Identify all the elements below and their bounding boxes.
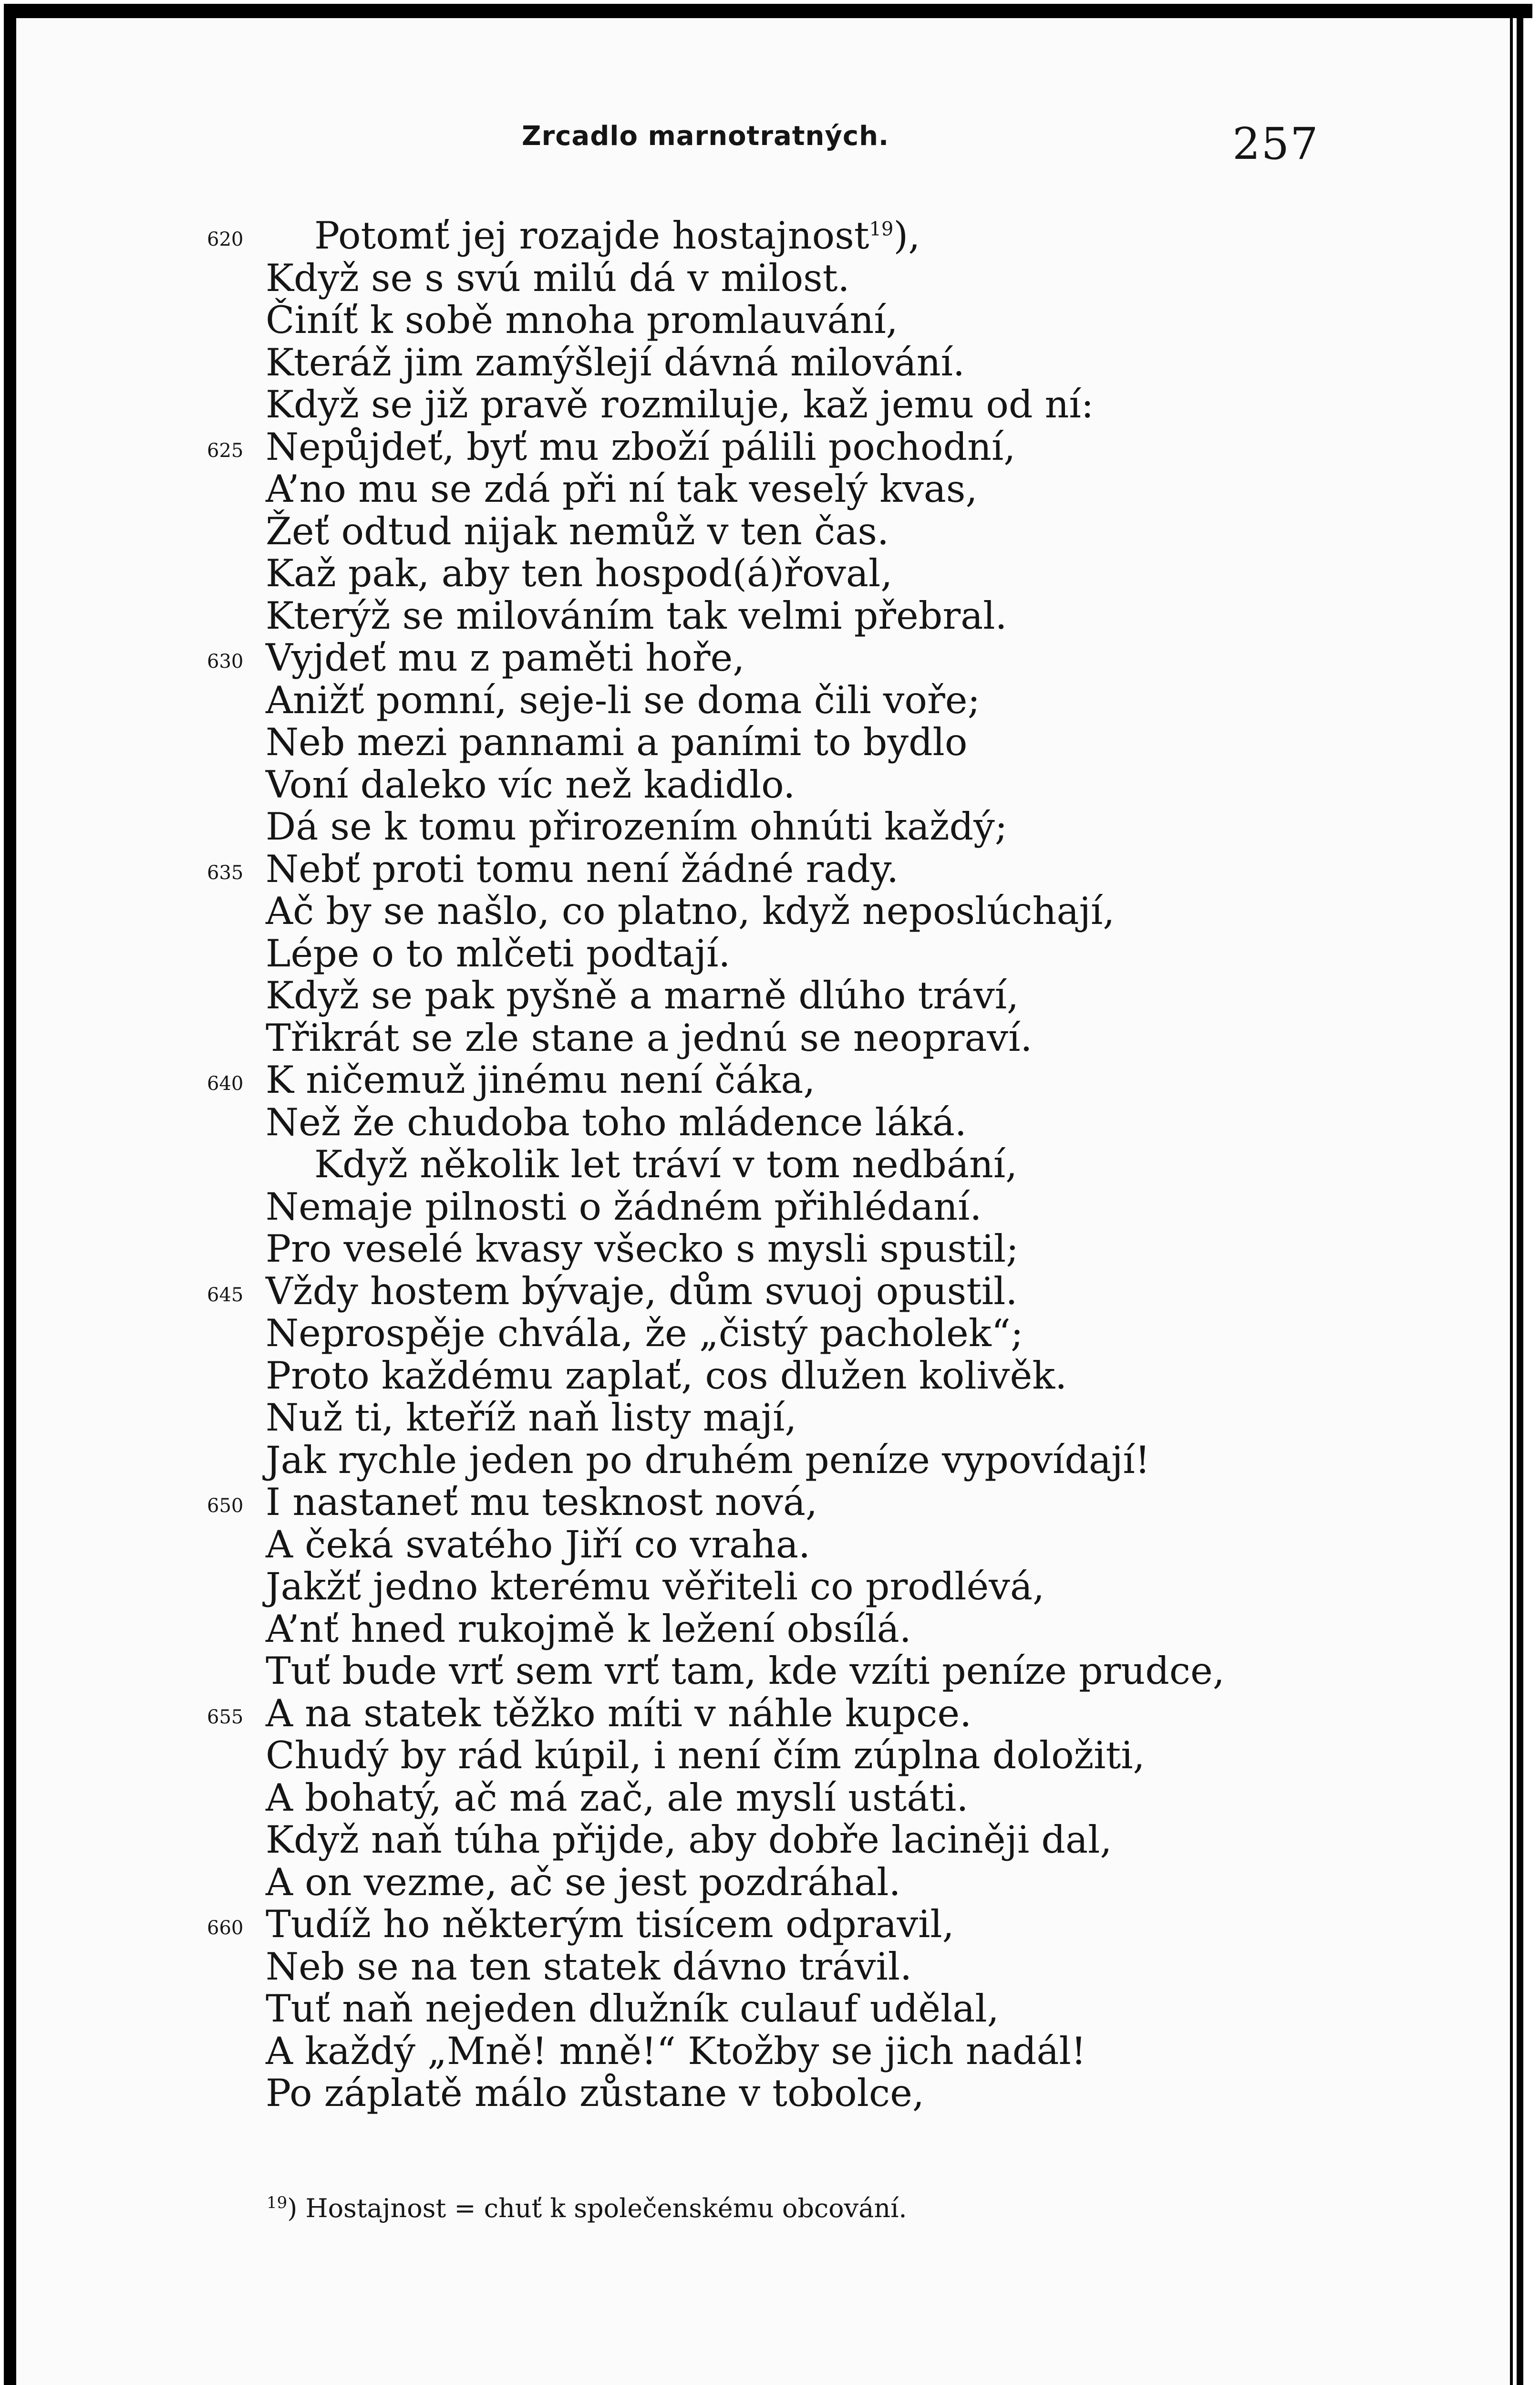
verse-line (16, 1439, 1510, 1482)
verse-text-main: Nepůjdeť, byť mu zboží pálili pochodní, (266, 425, 1016, 469)
verse-text-main: Vyjdeť mu z paměti hoře, (266, 636, 745, 680)
verse-line (16, 933, 1510, 975)
verse-text (266, 1397, 797, 1439)
verse-text (266, 1566, 1044, 1608)
verse-text (266, 1059, 815, 1101)
verse-line (16, 1819, 1510, 1861)
verse-text (266, 1608, 911, 1650)
verse-text (266, 510, 889, 553)
verse-text-main: Třikrát se zle stane a jednú se neopraví. (266, 1016, 1033, 1060)
verse-text-main: Nemaje pilnosti o žádném přihlédaní. (266, 1184, 982, 1229)
verse-line (16, 1228, 1510, 1270)
verse-text (266, 1101, 967, 1144)
verse-line (16, 848, 1510, 891)
verse-number: 630 (207, 651, 244, 673)
book-page (16, 18, 1510, 2385)
verse-text-main: A’nť hned rukojmě k ležení obsílá. (266, 1607, 911, 1651)
verse-text (266, 299, 898, 342)
verse-line (16, 1355, 1510, 1397)
verse-number: 660 (207, 1917, 244, 1939)
verse-text-main: Neb mezi pannami a paními to bydlo (266, 720, 968, 764)
verse-text-main: Ač by se našlo, co platno, když neposlúchají, (266, 889, 1115, 933)
verse-text (266, 1734, 1145, 1777)
verse-text (266, 1861, 901, 1904)
verse-text (266, 1819, 1112, 1861)
verse-line (16, 1777, 1510, 1819)
verse-text-main: A bohatý, ač má zač, ale myslí ustáti. (266, 1775, 969, 1820)
verse-text (266, 1481, 817, 1524)
verse-line (16, 426, 1510, 468)
verse-line (16, 1946, 1510, 1988)
verse-text-main: Kaž pak, aby ten hospod(á)řoval, (266, 551, 893, 595)
verse-text-main: Anižť pomní, seje-li se doma čili voře; (266, 678, 981, 722)
verse-line (16, 1186, 1510, 1228)
verse-text-main: Pro veselé kvasy všecko s mysli spustil; (266, 1227, 1019, 1271)
verse-text (266, 2072, 924, 2115)
verse-text (266, 933, 730, 975)
verse-line (16, 1481, 1510, 1524)
verse-text (266, 764, 795, 806)
verse-line (16, 1059, 1510, 1101)
verse-number: 655 (207, 1706, 244, 1728)
verse-text-main: Když se již pravě rozmiluje, kaž jemu od ní: (266, 383, 1094, 426)
verse-line (16, 552, 1510, 595)
verse-number: 620 (207, 228, 244, 250)
verse-text-tail: ), (893, 214, 920, 258)
verse-text-main: Tuť naň nejeden dlužník culauf udělal, (266, 1987, 999, 2031)
verse-text-main: A on vezme, ač se jest pozdráhal. (266, 1860, 901, 1904)
verse-line (16, 510, 1510, 553)
scan-border-top (4, 4, 1532, 18)
verse-text-main: Když se s svú milú dá v milost. (266, 256, 850, 300)
verse-text (266, 679, 980, 722)
verse-line (16, 1524, 1510, 1566)
verse-text-main: Kterýž se milováním tak velmi přebral. (266, 593, 1007, 638)
verse-text-main: Když několik let tráví v tom nedbání, (314, 1142, 1018, 1186)
verse-line (16, 1312, 1510, 1355)
verse-line (16, 1608, 1510, 1650)
verse-text-main: A na statek těžko míti v náhle kupce. (266, 1691, 972, 1735)
verse-text-main: A čeká svatého Jiří co vraha. (266, 1522, 811, 1566)
verse-line (16, 342, 1510, 384)
verse-text (266, 637, 744, 679)
scan-border-left (4, 4, 16, 2385)
verse-text-main: Když naň túha přijde, aby dobře laciněji dal, (266, 1818, 1112, 1862)
verse-number: 635 (207, 861, 244, 884)
verse-line (16, 1566, 1510, 1608)
verse-text-main: Jakžť jedno kterému věřiteli co prodlévá, (266, 1565, 1045, 1608)
verse-text (266, 890, 1115, 933)
verse-text (266, 1777, 969, 1819)
verse-number: 625 (207, 439, 244, 462)
verse-line (16, 721, 1510, 764)
verse-line (16, 1861, 1510, 1904)
verse-text-main: Když se pak pyšně a marně dlúho tráví, (266, 974, 1019, 1017)
scan-border-right (1510, 4, 1513, 2385)
verse-number: 640 (207, 1073, 244, 1095)
verse-text-main: Voní daleko víc než kadidlo. (266, 762, 796, 807)
verse-text (266, 975, 1019, 1017)
verse-line (16, 1017, 1510, 1059)
verse-line (16, 764, 1510, 806)
verse-number: 645 (207, 1284, 244, 1306)
verse-text-main: Činíť k sobě mnoha promlauvání, (266, 298, 898, 342)
verse-line (16, 215, 1510, 257)
verse-text-main: Než že chudoba toho mládence láká. (266, 1100, 967, 1144)
verse-text (266, 342, 965, 384)
verse-text-main: Po záplatě málo zůstane v tobolce, (266, 2071, 925, 2115)
verse-text (266, 1355, 1067, 1397)
verse-text (266, 2030, 1086, 2073)
verse-text (266, 1228, 1019, 1270)
verse-text (266, 384, 1094, 426)
verse-line (16, 2072, 1510, 2115)
verse-text-main: Kteráž jim zamýšlejí dávná milování. (266, 340, 965, 384)
running-head: Zrcadlo marnotratných. (522, 121, 889, 152)
verse-text (266, 468, 978, 510)
verse-text (266, 1312, 1023, 1355)
verse-line (16, 2030, 1510, 2073)
verse-text (266, 1270, 1018, 1313)
footnote-reference: 19 (869, 218, 894, 240)
verse-line (16, 890, 1510, 933)
verse-text-main: I nastaneť mu tesknost nová, (266, 1480, 818, 1524)
verse-text (266, 1439, 1150, 1482)
verse-text (314, 1143, 1017, 1186)
verse-line (16, 1397, 1510, 1439)
verse-line (16, 679, 1510, 722)
verse-line (16, 1988, 1510, 2030)
page-number: 257 (1232, 118, 1319, 169)
verse-text-main: A každý „Mně! mně!“ Ktožby se jich nadál! (266, 2029, 1086, 2073)
verse-text-main: Nuž ti, kteříž naň listy mají, (266, 1396, 797, 1440)
verse-line (16, 1734, 1510, 1777)
verse-text (266, 552, 892, 595)
verse-text-main: Tuť bude vrť sem vrť tam, kde vzíti peníze prudce, (266, 1649, 1225, 1693)
verse-line (16, 1270, 1510, 1313)
page-header (16, 18, 1510, 169)
scan-border-right-outer (1517, 4, 1523, 2385)
verse-text-main: K ničemuž jinému není čáka, (266, 1058, 816, 1102)
verse-line (16, 1903, 1510, 1946)
verse-line (16, 299, 1510, 342)
verse-line (16, 1692, 1510, 1735)
verse-line (16, 1143, 1510, 1186)
verse-text-main: Chudý by rád kúpil, i není čím zúplna doložiti, (266, 1733, 1145, 1777)
verse-text (266, 595, 1007, 637)
verse-text-main: Lépe o to mlčeti podtají. (266, 931, 731, 975)
verse-line (16, 595, 1510, 637)
verse-text (266, 848, 899, 891)
verse-text-main: Jak rychle jeden po druhém peníze vypovídají! (266, 1438, 1150, 1482)
verse-text-main: Žeť odtud nijak nemůž v ten čas. (266, 509, 889, 553)
verse-line (16, 384, 1510, 426)
footnote (267, 2193, 907, 2223)
verse-text (314, 215, 920, 257)
footnote-mark: 19 (267, 2193, 288, 2212)
verse-line (16, 257, 1510, 300)
verse-text (266, 1903, 954, 1946)
verse-block (16, 215, 1510, 2115)
verse-text (266, 721, 967, 764)
verse-line (16, 637, 1510, 679)
verse-line (16, 468, 1510, 510)
footnote-text: ) Hostajnost = chuť k společenskému obcování. (287, 2193, 907, 2223)
verse-text-main: Vždy hostem bývaje, dům svuoj opustil. (266, 1269, 1018, 1313)
verse-text (266, 1017, 1033, 1059)
verse-line (16, 1101, 1510, 1144)
verse-text-main: A’no mu se zdá při ní tak veselý kvas, (266, 467, 978, 511)
verse-text-main: Tudíž ho některým tisícem odpravil, (266, 1902, 954, 1946)
verse-text-main: Nebť proti tomu není žádné rady. (266, 847, 899, 891)
verse-text-main: Neb se na ten statek dávno trávil. (266, 1944, 912, 1989)
verse-text (266, 426, 1015, 468)
verse-line (16, 975, 1510, 1017)
verse-text (266, 806, 1007, 848)
verse-text-main: Proto každému zaplať, cos dlužen kolivěk. (266, 1353, 1067, 1398)
verse-line (16, 806, 1510, 848)
verse-text (266, 1692, 972, 1735)
verse-text (266, 1524, 810, 1566)
verse-line (16, 1650, 1510, 1692)
verse-text-main: Dá se k tomu přirozením ohnúti každý; (266, 805, 1008, 849)
verse-text (266, 257, 850, 300)
verse-text (266, 1186, 982, 1228)
verse-number: 650 (207, 1495, 244, 1517)
verse-text (266, 1946, 912, 1988)
verse-text (266, 1988, 999, 2030)
verse-text-main: Neprospěje chvála, že „čistý pacholek“; (266, 1311, 1023, 1355)
verse-text-main: Potomť jej rozajde hostajnost (314, 214, 869, 258)
verse-text (266, 1650, 1225, 1692)
